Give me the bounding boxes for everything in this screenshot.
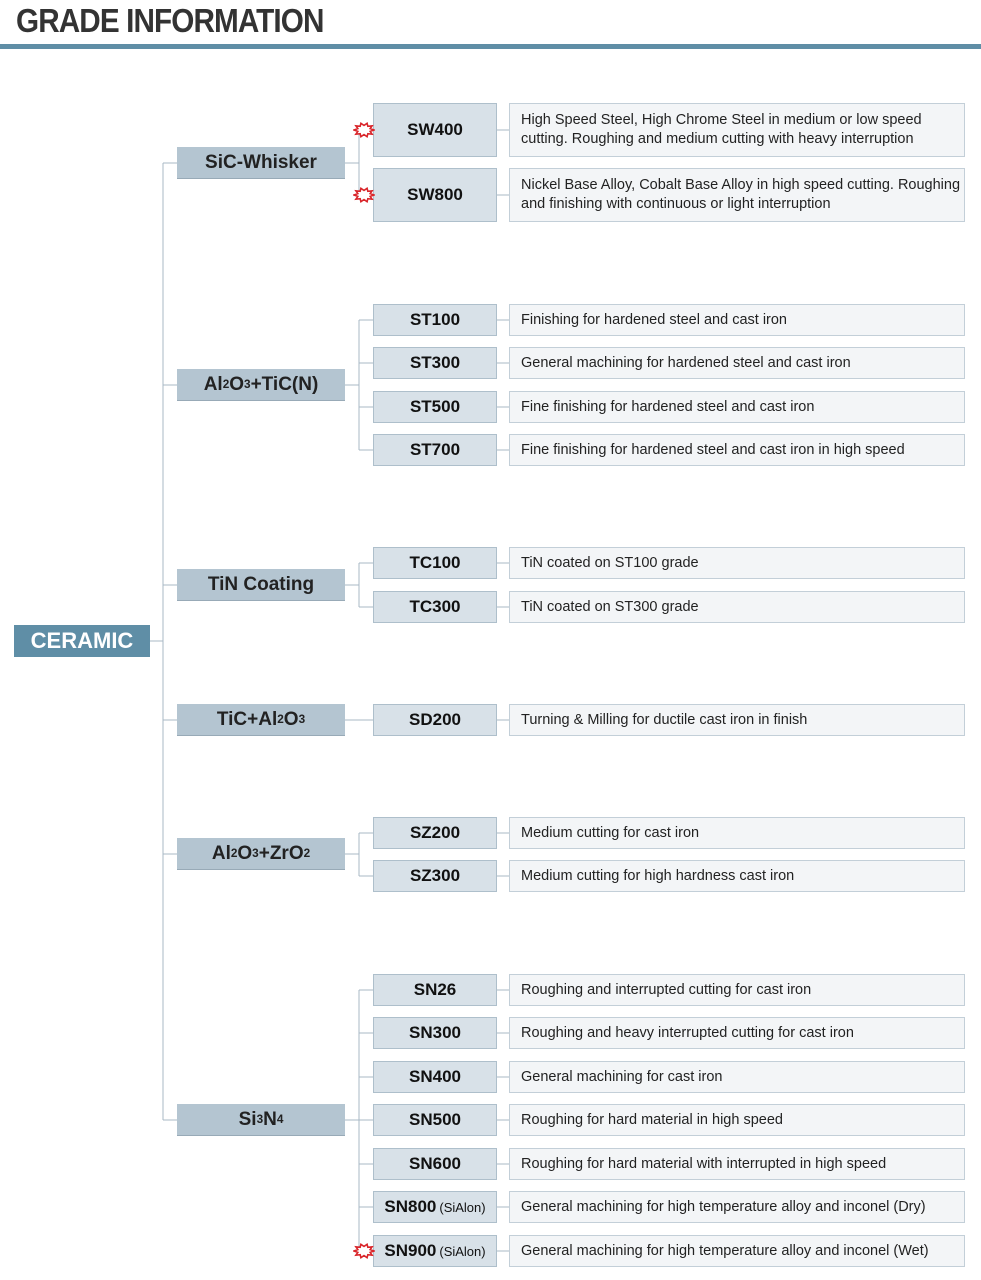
grade-code-label: SZ200 (409, 823, 461, 842)
grade-suffix: (SiAlon) (439, 1243, 486, 1259)
grade-code-label: SW400 (407, 120, 463, 139)
grade-code (373, 547, 497, 579)
grade-code-label: ST500 (409, 397, 461, 416)
grade-code (373, 1191, 497, 1223)
grade-code (373, 1148, 497, 1180)
grade-code (373, 1104, 497, 1136)
grade-description: High Speed Steel, High Chrome Steel in medium or low speed cutting. Roughing and medium cutting with heavy interruption (509, 103, 965, 157)
grade-code-label: SD200 (409, 710, 461, 729)
root-node-ceramic: CERAMIC (14, 625, 150, 657)
grade-description: General machining for high temperature alloy and inconel (Wet) (509, 1235, 965, 1267)
grade-code (373, 817, 497, 849)
grade-code-label: SW800 (407, 185, 463, 204)
grade-code (373, 1235, 497, 1267)
grade-code-label: SN400 (409, 1067, 461, 1086)
grade-description: Fine finishing for hardened steel and cast iron in high speed (509, 434, 965, 466)
grade-code (373, 860, 497, 892)
grade-description: TiN coated on ST100 grade (509, 547, 965, 579)
grade-code-label: SN300 (409, 1023, 461, 1042)
family-node: TiC+Al 2 O 3 (177, 704, 345, 736)
grade-code (373, 704, 497, 736)
grade-description: Roughing and heavy interrupted cutting for cast iron (509, 1017, 965, 1049)
grade-code (373, 304, 497, 336)
grade-suffix: (SiAlon) (439, 1199, 486, 1215)
new-grade-starburst-icon (353, 119, 375, 141)
family-node: Al 2 O 3 +ZrO 2 (177, 838, 345, 870)
grade-code (373, 591, 497, 623)
family-node: SiC-Whisker (177, 147, 345, 179)
grade-code (373, 391, 497, 423)
new-grade-starburst-icon (353, 184, 375, 206)
grade-code (373, 103, 497, 157)
grade-code (373, 434, 497, 466)
grade-description: Medium cutting for high hardness cast iron (509, 860, 965, 892)
grade-code-label: SN500 (409, 1110, 461, 1129)
grade-code-label: ST700 (409, 440, 461, 459)
grade-code-label: SN26 (413, 980, 457, 999)
grade-code-label: TC100 (409, 553, 461, 572)
family-node: Si 3 N 4 (177, 1104, 345, 1136)
grade-description: Finishing for hardened steel and cast iron (509, 304, 965, 336)
grade-description: TiN coated on ST300 grade (509, 591, 965, 623)
grade-code (373, 1017, 497, 1049)
grade-description: Turning & Milling for ductile cast iron in finish (509, 704, 965, 736)
grade-code (373, 974, 497, 1006)
grade-description: General machining for cast iron (509, 1061, 965, 1093)
grade-description: Medium cutting for cast iron (509, 817, 965, 849)
grade-code-label: ST300 (409, 353, 461, 372)
grade-code-label: SN800 (384, 1197, 437, 1216)
grade-code (373, 168, 497, 222)
grade-description: Roughing for hard material in high speed (509, 1104, 965, 1136)
grade-description: General machining for high temperature alloy and inconel (Dry) (509, 1191, 965, 1223)
grade-code (373, 1061, 497, 1093)
grade-code-label: SN600 (409, 1154, 461, 1173)
grade-code-label: TC300 (409, 597, 461, 616)
grade-description: General machining for hardened steel and cast iron (509, 347, 965, 379)
grade-code (373, 347, 497, 379)
family-node: Al 2 O 3 +TiC(N) (177, 369, 345, 401)
new-grade-starburst-icon (353, 1240, 375, 1262)
grade-code-label: ST100 (409, 310, 461, 329)
page-title: GRADE INFORMATION (16, 2, 324, 39)
grade-code-label: SZ300 (409, 866, 461, 885)
grade-description: Nickel Base Alloy, Cobalt Base Alloy in high speed cutting. Roughing and finishing with continuous or light interruption (509, 168, 965, 222)
grade-description: Fine finishing for hardened steel and cast iron (509, 391, 965, 423)
grade-description: Roughing for hard material with interrupted in high speed (509, 1148, 965, 1180)
family-node: TiN Coating (177, 569, 345, 601)
grade-code-label: SN900 (384, 1241, 437, 1260)
grade-description: Roughing and interrupted cutting for cast iron (509, 974, 965, 1006)
